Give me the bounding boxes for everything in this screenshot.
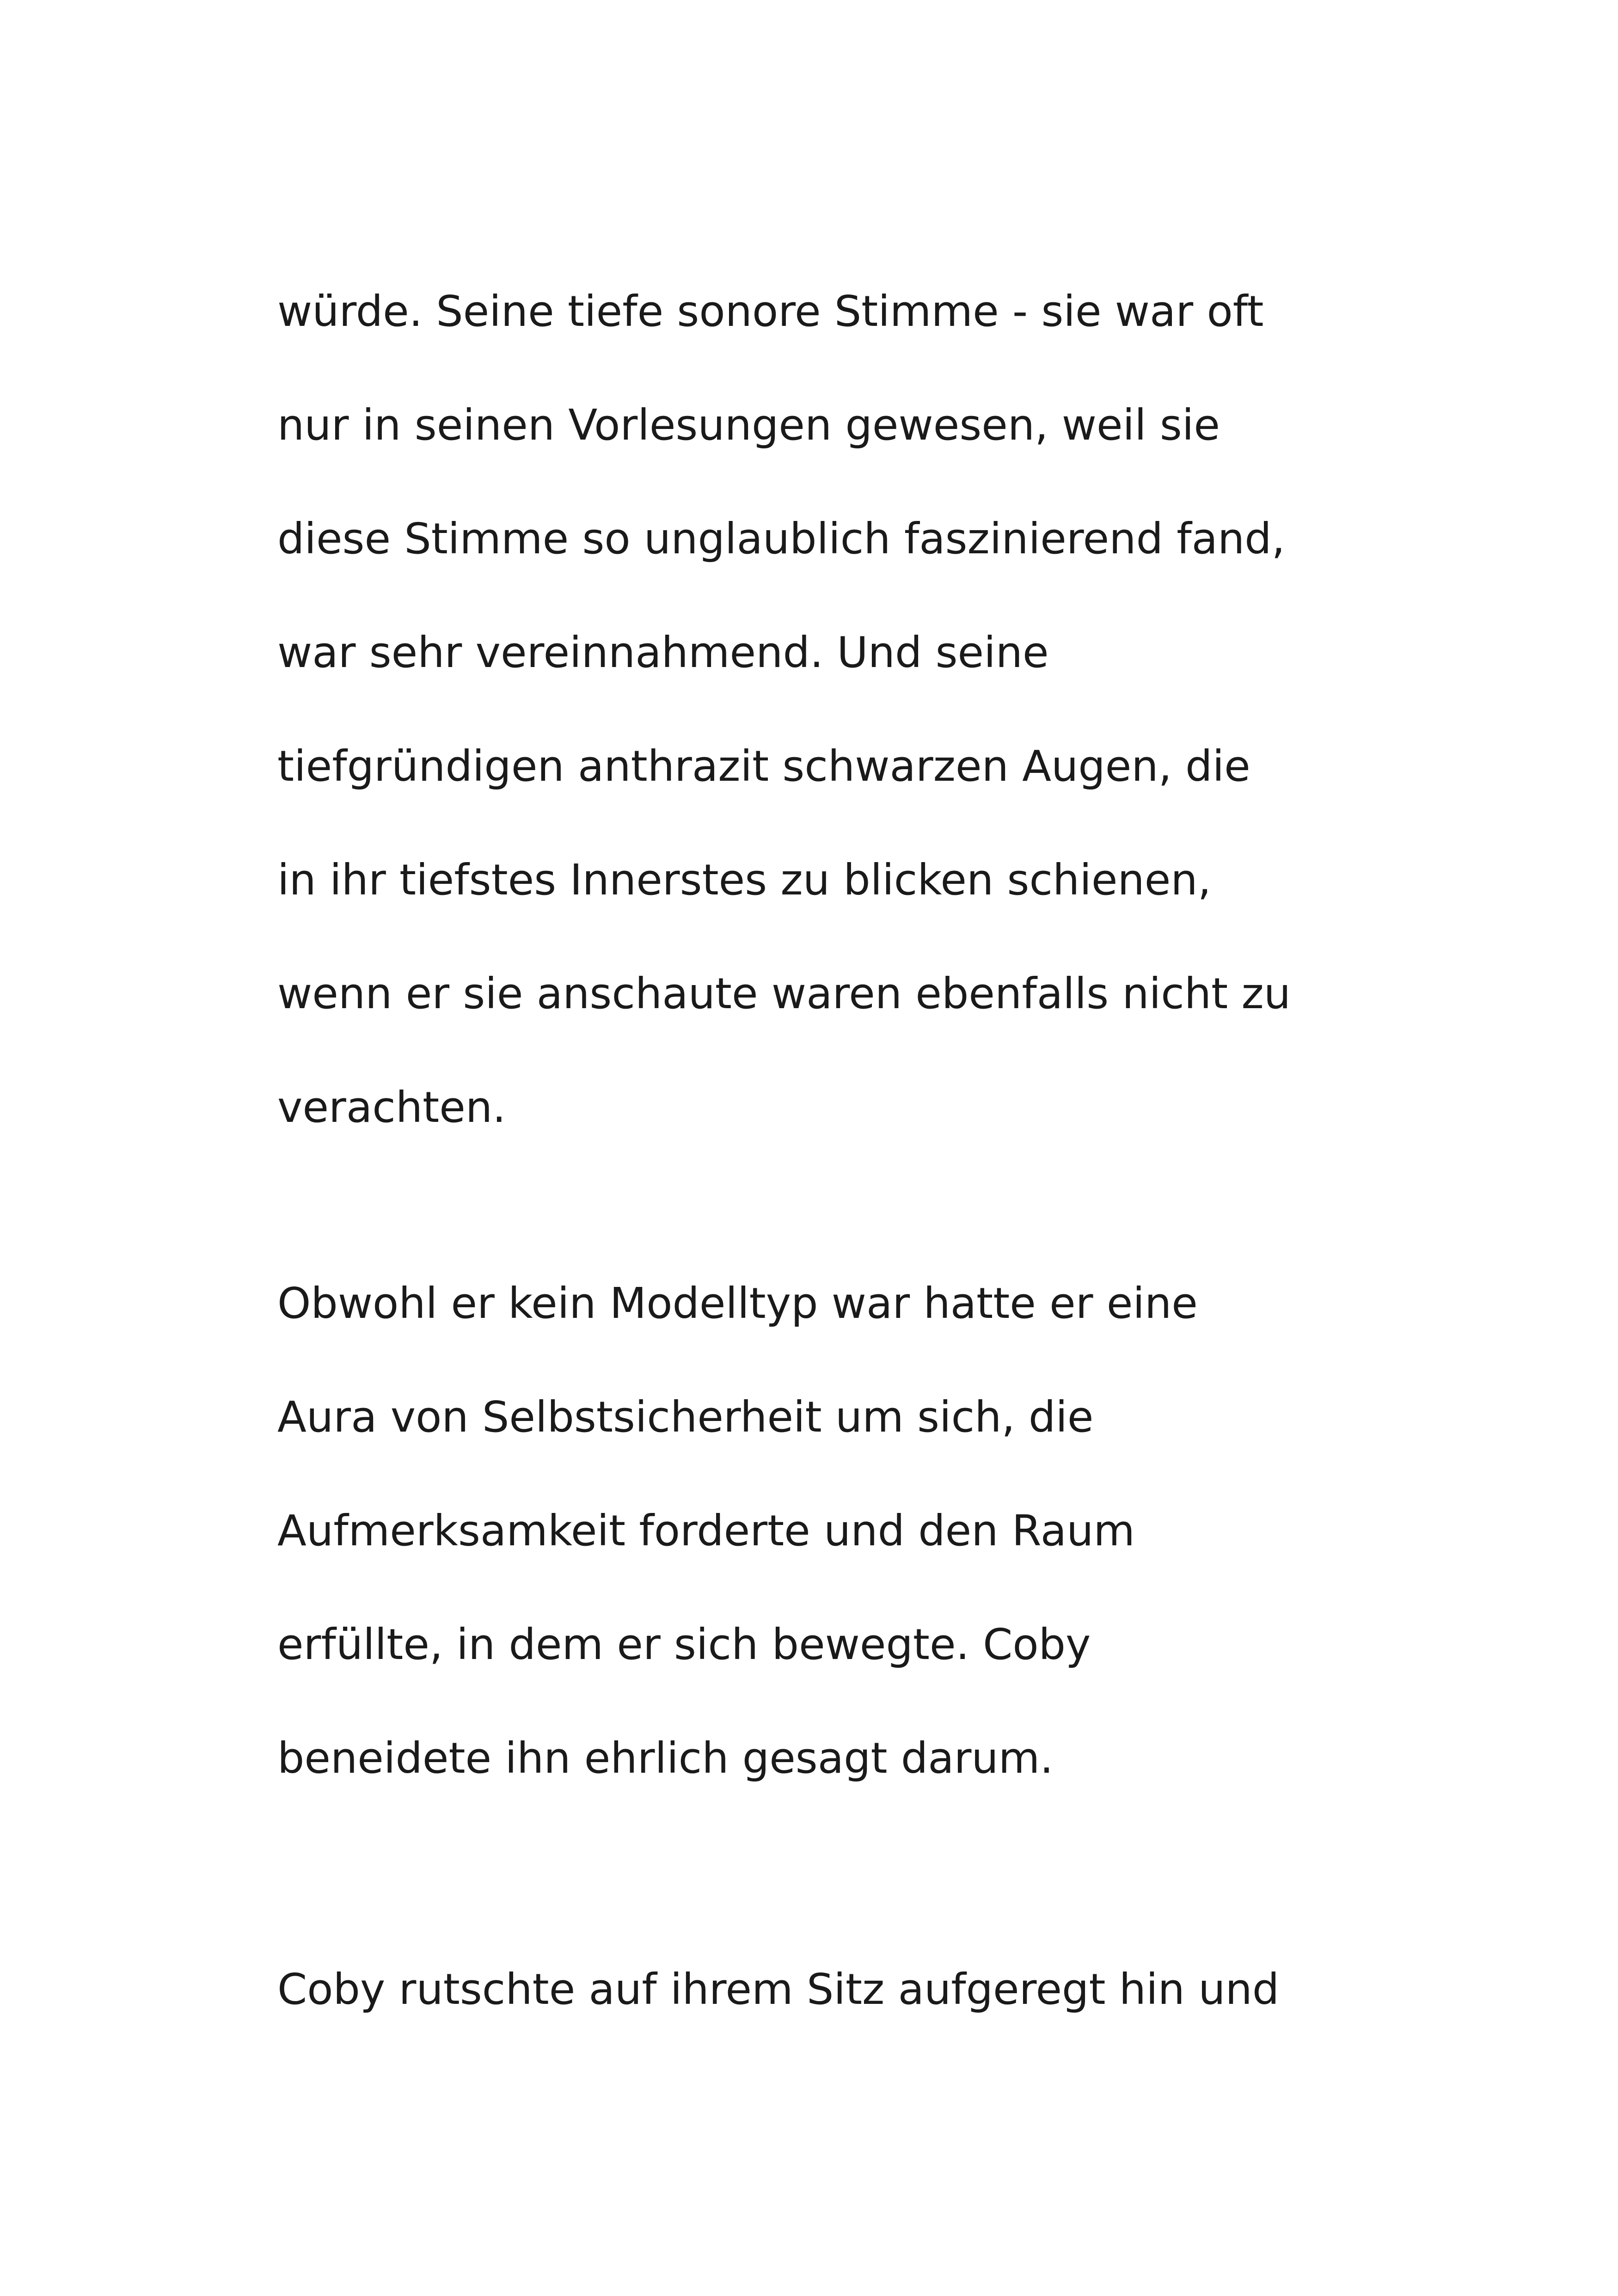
text-line: nur in seinen Vorlesungen gewesen, weil sie [277,400,1220,450]
text-line: war sehr vereinnahmend. Und seine [277,628,1049,677]
paragraph [277,1279,1405,1783]
text-line: wenn er sie anschaute waren ebenfalls nicht zu [277,969,1291,1018]
text-line: tiefgründigen anthrazit schwarzen Augen, die [277,741,1250,791]
paragraph [277,1965,1405,2014]
text-line: Obwohl er kein Modelltyp war hatte er eine [277,1279,1198,1328]
text-line: erfüllte, in dem er sich bewegte. Coby [277,1620,1091,1669]
text-line: Aufmerksamkeit forderte und den Raum [277,1506,1135,1555]
text-line: verachten. [277,1083,506,1132]
text-line: diese Stimme so unglaublich faszinierend fand, [277,514,1285,563]
text-line: Coby rutschte auf ihrem Sitz aufgeregt hin und [277,1965,1280,2014]
paragraph [277,287,1405,1132]
text-line: Aura von Selbstsicherheit um sich, die [277,1392,1094,1442]
text-line: in ihr tiefstes Innerstes zu blicken schienen, [277,855,1211,905]
text-line: beneidete ihn ehrlich gesagt darum. [277,1733,1054,1783]
text-line: würde. Seine tiefe sonore Stimme - sie war oft [277,287,1264,336]
